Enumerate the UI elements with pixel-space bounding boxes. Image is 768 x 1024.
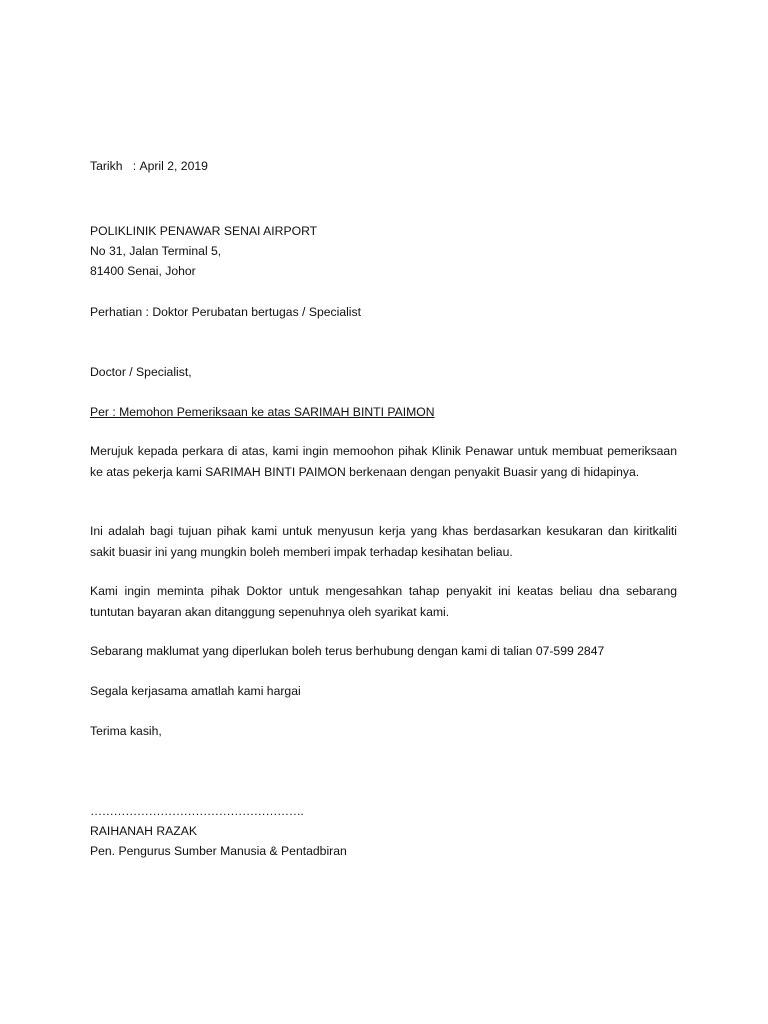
body-paragraph-2: Ini adalah bagi tujuan pihak kami untuk menyusun kerja yang khas berdasarkan kesukaran dan kiritkaliti sakit buasir ini yang mungkin boleh memberi impak terhadap kesihatan beliau. <box>90 524 677 559</box>
date-value: April 2, 2019 <box>139 159 208 173</box>
recipient-address-line2: 81400 Senai, Johor <box>90 264 196 278</box>
signatory-title: Pen. Pengurus Sumber Manusia & Pentadbiran <box>90 844 347 858</box>
letter <box>90 0 678 1024</box>
body-paragraph-3: Kami ingin meminta pihak Doktor untuk mengesahkan tahap penyakit ini keatas beliau dna sebarang tuntutan bayaran akan ditanggung sepenuhnya oleh syarikat kami. <box>90 584 677 619</box>
signature-line: ………………………………………………. <box>90 804 304 818</box>
closing: Terima kasih, <box>90 724 162 738</box>
recipient-address-line1: No 31, Jalan Terminal 5, <box>90 244 222 258</box>
body-paragraph-5: Segala kerjasama amatlah kami hargai <box>90 684 301 698</box>
attention-line: Perhatian : Doktor Perubatan bertugas / Specialist <box>90 305 361 319</box>
body-paragraph-1: Merujuk kepada perkara di atas, kami ingin memoohon pihak Klinik Penawar untuk membuat pemeriksaan ke atas pekerja kami SARIMAH BINTI PAIMON berkenaan dengan penyakit Buasir yang di hidapinya. <box>90 444 677 479</box>
salutation: Doctor / Specialist, <box>90 365 192 379</box>
body-paragraph-4: Sebarang maklumat yang diperlukan boleh terus berhubung dengan kami di talian 07-599 2847 <box>90 644 605 658</box>
recipient-name: POLIKLINIK PENAWAR SENAI AIRPORT <box>90 224 318 238</box>
subject-line: Per : Memohon Pemeriksaan ke atas SARIMAH BINTI PAIMON <box>90 405 435 419</box>
date-separator: : <box>132 159 137 173</box>
signatory-name: RAIHANAH RAZAK <box>90 824 197 838</box>
date-label: Tarikh <box>90 159 123 173</box>
date-line <box>90 156 208 177</box>
